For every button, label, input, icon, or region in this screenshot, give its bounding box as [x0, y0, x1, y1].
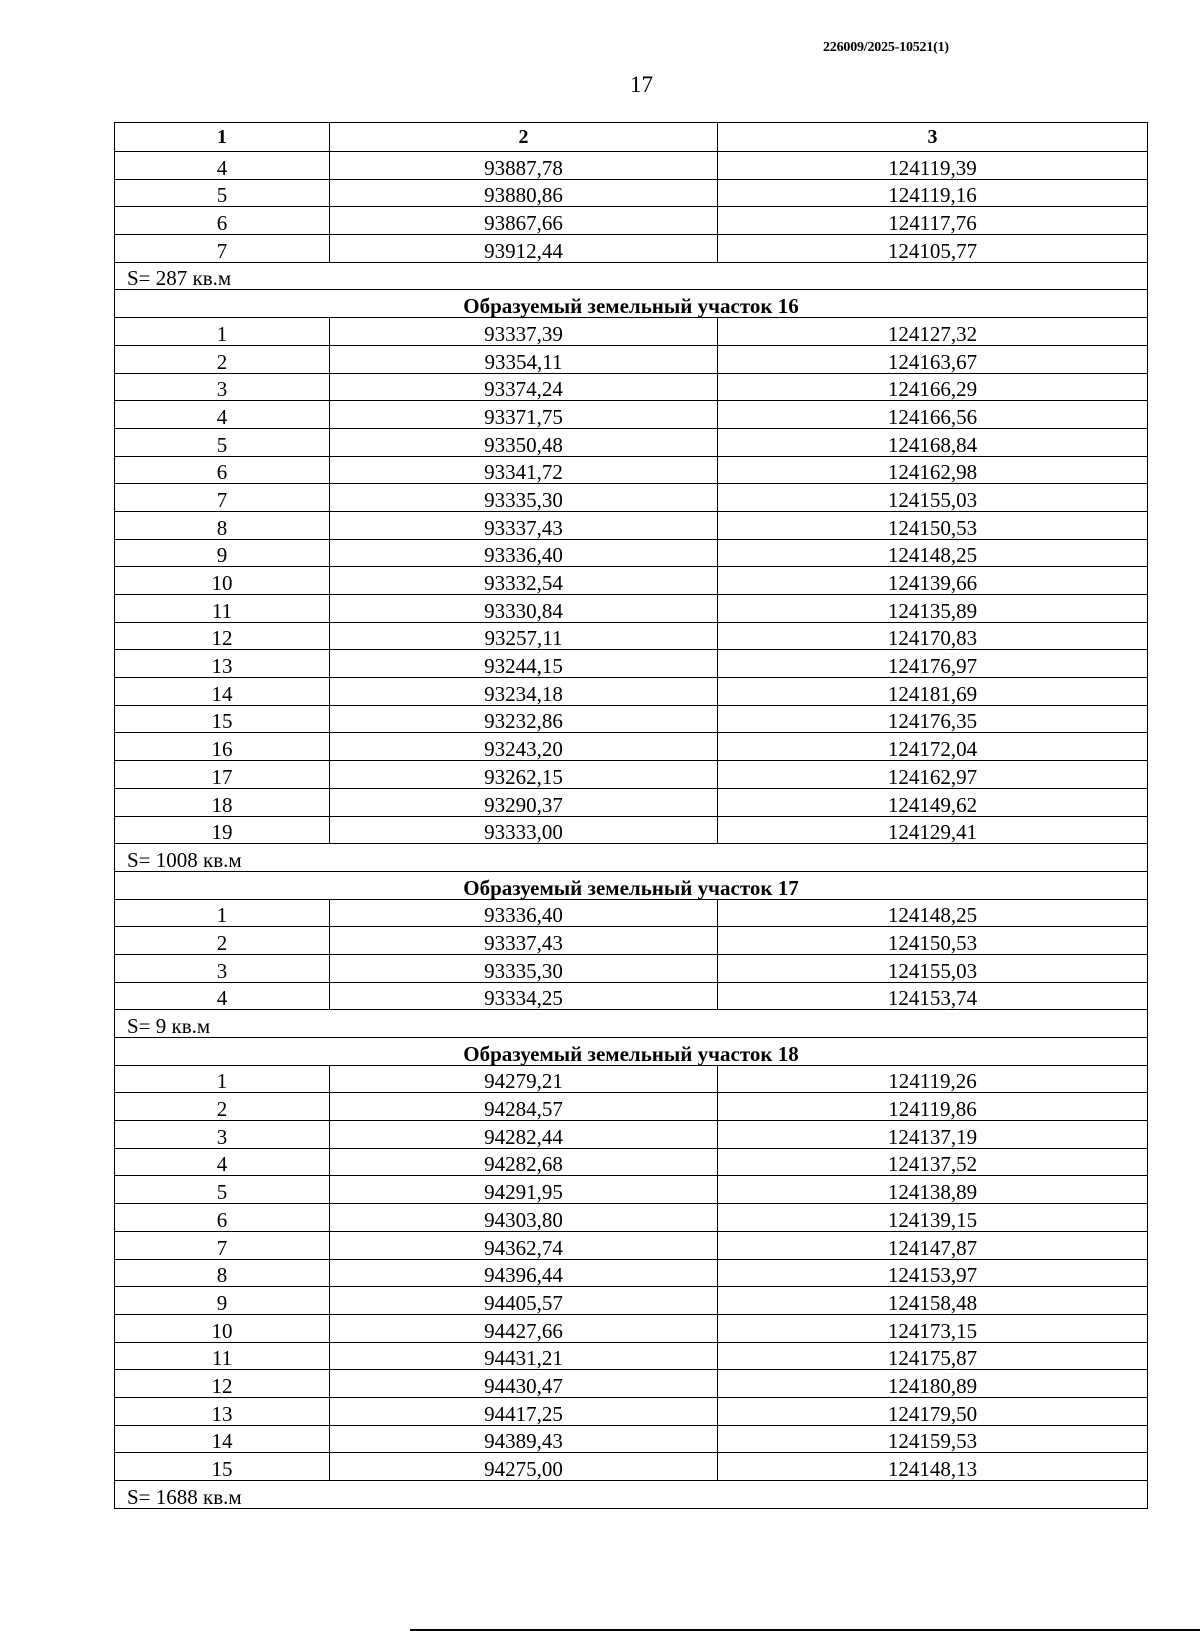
point-number-cell: 11	[115, 1342, 330, 1370]
x-coordinate-cell: 93371,75	[330, 401, 718, 429]
table-row	[115, 1204, 1148, 1232]
y-coordinate-cell: 124175,87	[718, 1342, 1148, 1370]
section-title: Образуемый земельный участок 18	[115, 1038, 1148, 1066]
point-number-cell: 2	[115, 345, 330, 373]
x-coordinate-cell: 93334,25	[330, 982, 718, 1010]
point-number-cell: 3	[115, 373, 330, 401]
table-row	[115, 595, 1148, 623]
point-number-cell: 7	[115, 484, 330, 512]
point-number-cell: 16	[115, 733, 330, 761]
point-number-cell: 5	[115, 428, 330, 456]
y-coordinate-cell: 124159,53	[718, 1425, 1148, 1453]
x-coordinate-cell: 94284,57	[330, 1093, 718, 1121]
y-coordinate-cell: 124127,32	[718, 318, 1148, 346]
x-coordinate-cell: 93887,78	[330, 152, 718, 180]
point-number-cell: 2	[115, 1093, 330, 1121]
x-coordinate-cell: 93244,15	[330, 650, 718, 678]
point-number-cell: 17	[115, 761, 330, 789]
point-number-cell: 6	[115, 456, 330, 484]
table-row	[115, 539, 1148, 567]
point-number-cell: 7	[115, 1231, 330, 1259]
point-number-cell: 1	[115, 899, 330, 927]
coordinates-table	[114, 122, 1148, 1509]
x-coordinate-cell: 94427,66	[330, 1314, 718, 1342]
point-number-cell: 19	[115, 816, 330, 844]
table-row	[115, 1148, 1148, 1176]
point-number-cell: 15	[115, 1453, 330, 1481]
table-row	[115, 927, 1148, 955]
x-coordinate-cell: 94303,80	[330, 1204, 718, 1232]
y-coordinate-cell: 124119,39	[718, 152, 1148, 180]
y-coordinate-cell: 124150,53	[718, 511, 1148, 539]
point-number-cell: 10	[115, 567, 330, 595]
x-coordinate-cell: 93335,30	[330, 954, 718, 982]
y-coordinate-cell: 124137,52	[718, 1148, 1148, 1176]
table-row	[115, 1342, 1148, 1370]
y-coordinate-cell: 124149,62	[718, 788, 1148, 816]
y-coordinate-cell: 124139,66	[718, 567, 1148, 595]
y-coordinate-cell: 124153,74	[718, 982, 1148, 1010]
table-row	[115, 207, 1148, 235]
y-coordinate-cell: 124119,16	[718, 179, 1148, 207]
point-number-cell: 14	[115, 1425, 330, 1453]
x-coordinate-cell: 93335,30	[330, 484, 718, 512]
x-coordinate-cell: 93232,86	[330, 705, 718, 733]
table-row	[115, 1231, 1148, 1259]
y-coordinate-cell: 124155,03	[718, 954, 1148, 982]
y-coordinate-cell: 124148,25	[718, 899, 1148, 927]
y-coordinate-cell: 124137,19	[718, 1121, 1148, 1149]
table-row	[115, 567, 1148, 595]
x-coordinate-cell: 93354,11	[330, 345, 718, 373]
x-coordinate-cell: 94405,57	[330, 1287, 718, 1315]
area-row	[115, 262, 1148, 290]
y-coordinate-cell: 124162,98	[718, 456, 1148, 484]
table-row	[115, 899, 1148, 927]
x-coordinate-cell: 94430,47	[330, 1370, 718, 1398]
x-coordinate-cell: 94389,43	[330, 1425, 718, 1453]
x-coordinate-cell: 93350,48	[330, 428, 718, 456]
point-number-cell: 12	[115, 1370, 330, 1398]
y-coordinate-cell: 124129,41	[718, 816, 1148, 844]
y-coordinate-cell: 124119,26	[718, 1065, 1148, 1093]
column-header-y: 3	[718, 123, 1148, 152]
x-coordinate-cell: 94282,68	[330, 1148, 718, 1176]
x-coordinate-cell: 94431,21	[330, 1342, 718, 1370]
table-row	[115, 761, 1148, 789]
x-coordinate-cell: 93336,40	[330, 539, 718, 567]
point-number-cell: 6	[115, 1204, 330, 1232]
x-coordinate-cell: 94275,00	[330, 1453, 718, 1481]
x-coordinate-cell: 93332,54	[330, 567, 718, 595]
y-coordinate-cell: 124176,97	[718, 650, 1148, 678]
point-number-cell: 12	[115, 622, 330, 650]
table-row	[115, 484, 1148, 512]
point-number-cell: 4	[115, 152, 330, 180]
point-number-cell: 10	[115, 1314, 330, 1342]
table-header-row	[115, 123, 1148, 152]
area-total: S= 1008 кв.м	[115, 844, 1148, 872]
table-row	[115, 1425, 1148, 1453]
x-coordinate-cell: 94282,44	[330, 1121, 718, 1149]
coordinates-table-body	[115, 123, 1148, 1509]
table-row	[115, 1121, 1148, 1149]
point-number-cell: 7	[115, 235, 330, 263]
table-row	[115, 1453, 1148, 1481]
table-row	[115, 650, 1148, 678]
point-number-cell: 13	[115, 650, 330, 678]
area-row	[115, 1481, 1148, 1509]
x-coordinate-cell: 93330,84	[330, 595, 718, 623]
x-coordinate-cell: 93336,40	[330, 899, 718, 927]
point-number-cell: 1	[115, 318, 330, 346]
section-title-row	[115, 1038, 1148, 1066]
point-number-cell: 6	[115, 207, 330, 235]
y-coordinate-cell: 124173,15	[718, 1314, 1148, 1342]
point-number-cell: 5	[115, 179, 330, 207]
x-coordinate-cell: 93341,72	[330, 456, 718, 484]
table-row	[115, 1176, 1148, 1204]
y-coordinate-cell: 124168,84	[718, 428, 1148, 456]
table-row	[115, 345, 1148, 373]
table-row	[115, 705, 1148, 733]
x-coordinate-cell: 93912,44	[330, 235, 718, 263]
section-title: Образуемый земельный участок 16	[115, 290, 1148, 318]
table-row	[115, 1370, 1148, 1398]
y-coordinate-cell: 124179,50	[718, 1397, 1148, 1425]
point-number-cell: 2	[115, 927, 330, 955]
table-row	[115, 456, 1148, 484]
table-row	[115, 1093, 1148, 1121]
y-coordinate-cell: 124139,15	[718, 1204, 1148, 1232]
y-coordinate-cell: 124163,67	[718, 345, 1148, 373]
area-total: S= 9 кв.м	[115, 1010, 1148, 1038]
area-row	[115, 1010, 1148, 1038]
point-number-cell: 1	[115, 1065, 330, 1093]
point-number-cell: 18	[115, 788, 330, 816]
x-coordinate-cell: 93337,43	[330, 927, 718, 955]
point-number-cell: 9	[115, 1287, 330, 1315]
point-number-cell: 9	[115, 539, 330, 567]
section-title-row	[115, 871, 1148, 899]
table-row	[115, 982, 1148, 1010]
y-coordinate-cell: 124180,89	[718, 1370, 1148, 1398]
table-row	[115, 1314, 1148, 1342]
table-row	[115, 1259, 1148, 1287]
x-coordinate-cell: 93257,11	[330, 622, 718, 650]
table-row	[115, 318, 1148, 346]
x-coordinate-cell: 93880,86	[330, 179, 718, 207]
table-row	[115, 511, 1148, 539]
x-coordinate-cell: 93243,20	[330, 733, 718, 761]
page-number: 17	[630, 72, 653, 97]
y-coordinate-cell: 124117,76	[718, 207, 1148, 235]
y-coordinate-cell: 124147,87	[718, 1231, 1148, 1259]
table-row	[115, 428, 1148, 456]
table-row	[115, 235, 1148, 263]
table-row	[115, 1065, 1148, 1093]
y-coordinate-cell: 124172,04	[718, 733, 1148, 761]
table-row	[115, 788, 1148, 816]
y-coordinate-cell: 124162,97	[718, 761, 1148, 789]
point-number-cell: 4	[115, 1148, 330, 1176]
y-coordinate-cell: 124158,48	[718, 1287, 1148, 1315]
area-total: S= 287 кв.м	[115, 262, 1148, 290]
y-coordinate-cell: 124176,35	[718, 705, 1148, 733]
x-coordinate-cell: 93867,66	[330, 207, 718, 235]
x-coordinate-cell: 94396,44	[330, 1259, 718, 1287]
point-number-cell: 4	[115, 401, 330, 429]
y-coordinate-cell: 124105,77	[718, 235, 1148, 263]
table-row	[115, 622, 1148, 650]
point-number-cell: 8	[115, 1259, 330, 1287]
table-row	[115, 678, 1148, 706]
section-title-row	[115, 290, 1148, 318]
x-coordinate-cell: 94279,21	[330, 1065, 718, 1093]
point-number-cell: 14	[115, 678, 330, 706]
x-coordinate-cell: 93374,24	[330, 373, 718, 401]
point-number-cell: 11	[115, 595, 330, 623]
point-number-cell: 13	[115, 1397, 330, 1425]
y-coordinate-cell: 124150,53	[718, 927, 1148, 955]
table-row	[115, 152, 1148, 180]
y-coordinate-cell: 124155,03	[718, 484, 1148, 512]
table-row	[115, 1397, 1148, 1425]
y-coordinate-cell: 124135,89	[718, 595, 1148, 623]
x-coordinate-cell: 93333,00	[330, 816, 718, 844]
y-coordinate-cell: 124181,69	[718, 678, 1148, 706]
x-coordinate-cell: 93337,43	[330, 511, 718, 539]
x-coordinate-cell: 93234,18	[330, 678, 718, 706]
x-coordinate-cell: 93290,37	[330, 788, 718, 816]
y-coordinate-cell: 124119,86	[718, 1093, 1148, 1121]
table-row	[115, 816, 1148, 844]
area-total: S= 1688 кв.м	[115, 1481, 1148, 1509]
table-row	[115, 179, 1148, 207]
table-row	[115, 401, 1148, 429]
point-number-cell: 8	[115, 511, 330, 539]
point-number-cell: 4	[115, 982, 330, 1010]
table-row	[115, 1287, 1148, 1315]
column-header-point: 1	[115, 123, 330, 152]
point-number-cell: 5	[115, 1176, 330, 1204]
table-row	[115, 733, 1148, 761]
section-title: Образуемый земельный участок 17	[115, 871, 1148, 899]
y-coordinate-cell: 124138,89	[718, 1176, 1148, 1204]
y-coordinate-cell: 124166,29	[718, 373, 1148, 401]
table-row	[115, 373, 1148, 401]
x-coordinate-cell: 93337,39	[330, 318, 718, 346]
x-coordinate-cell: 94417,25	[330, 1397, 718, 1425]
y-coordinate-cell: 124153,97	[718, 1259, 1148, 1287]
table-row	[115, 954, 1148, 982]
point-number-cell: 15	[115, 705, 330, 733]
y-coordinate-cell: 124148,13	[718, 1453, 1148, 1481]
x-coordinate-cell: 94291,95	[330, 1176, 718, 1204]
column-header-x: 2	[330, 123, 718, 152]
x-coordinate-cell: 93262,15	[330, 761, 718, 789]
point-number-cell: 3	[115, 954, 330, 982]
document-number: 226009/2025-10521(1)	[823, 40, 949, 55]
x-coordinate-cell: 94362,74	[330, 1231, 718, 1259]
y-coordinate-cell: 124170,83	[718, 622, 1148, 650]
y-coordinate-cell: 124148,25	[718, 539, 1148, 567]
y-coordinate-cell: 124166,56	[718, 401, 1148, 429]
area-row	[115, 844, 1148, 872]
point-number-cell: 3	[115, 1121, 330, 1149]
